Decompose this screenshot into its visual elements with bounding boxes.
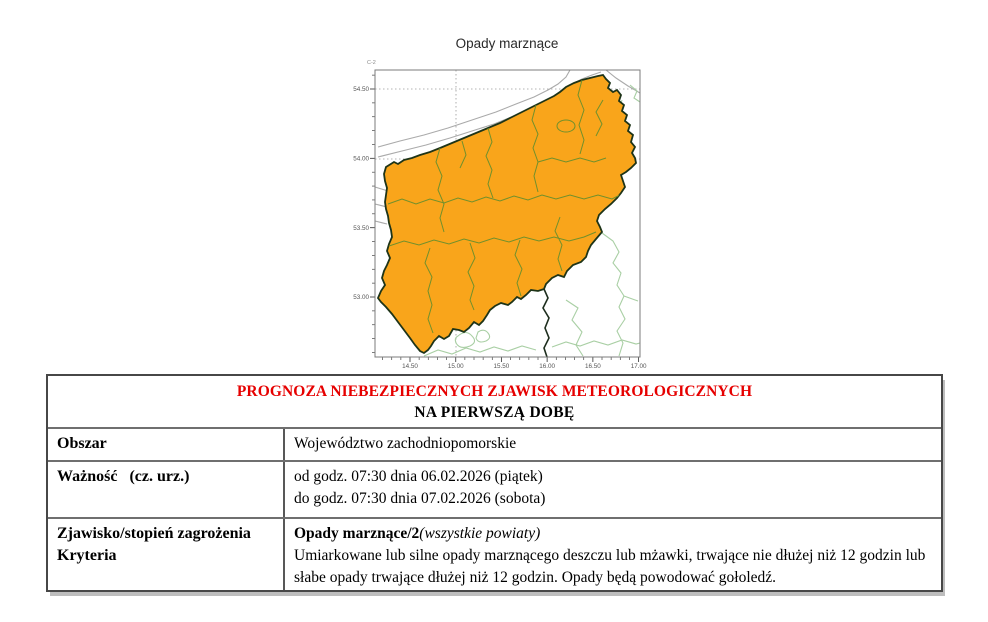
svg-text:54.50: 54.50 bbox=[353, 86, 369, 94]
table-row-obszar bbox=[48, 427, 941, 460]
phenomenon-label-line1: Zjawisko/stopień zagrożenia bbox=[57, 525, 251, 542]
svg-text:14.50: 14.50 bbox=[402, 363, 418, 370]
svg-text:16.00: 16.00 bbox=[539, 363, 556, 370]
phenomenon-label-line2: Kryteria bbox=[57, 547, 117, 564]
row-value-waznosc bbox=[285, 462, 941, 517]
table-title-sub: NA PIERWSZĄ DOBĘ bbox=[414, 404, 575, 421]
phenomenon-name: Opady marznące/2 bbox=[294, 525, 420, 542]
validity-from: od godz. 07:30 dnia 06.02.2026 (piątek) bbox=[294, 468, 543, 485]
row-label-obszar: Obszar bbox=[48, 429, 285, 460]
table-title-main: PROGNOZA NIEBEZPIECZNYCH ZJAWISK METEOROLOGICZNYCH bbox=[236, 383, 753, 400]
freezing-rain-map bbox=[340, 30, 660, 380]
map-figure bbox=[340, 30, 660, 380]
table-row-zjawisko bbox=[48, 517, 941, 590]
phenomenon-title-line bbox=[294, 523, 929, 545]
svg-text:54.00: 54.00 bbox=[353, 155, 369, 163]
row-label-waznosc: Ważność (cz. urz.) bbox=[48, 462, 285, 517]
row-value-obszar: Województwo zachodniopomorskie bbox=[294, 435, 517, 452]
svg-text:17.00: 17.00 bbox=[630, 363, 647, 370]
svg-text:53.50: 53.50 bbox=[353, 224, 369, 232]
map-title: Opady marznące bbox=[455, 36, 559, 51]
svg-text:15.00: 15.00 bbox=[447, 363, 464, 370]
row-label-zjawisko bbox=[48, 519, 285, 590]
validity-to: do godz. 07:30 dnia 07.02.2026 (sobota) bbox=[294, 490, 546, 507]
svg-text:16.50: 16.50 bbox=[584, 363, 601, 370]
svg-text:53.00: 53.00 bbox=[353, 294, 369, 302]
forecast-table bbox=[46, 374, 943, 592]
phenomenon-scope: (wszystkie powiaty) bbox=[419, 525, 541, 542]
row-value-zjawisko bbox=[285, 519, 941, 590]
table-row-waznosc bbox=[48, 460, 941, 517]
svg-text:15.50: 15.50 bbox=[493, 363, 510, 370]
table-header bbox=[48, 376, 941, 427]
phenomenon-criteria: Umiarkowane lub silne opady marznącego deszczu lub mżawki, trwające nie dłużej niż 12 godzin lub słabe opady trwające dłużej niż 12 godzin. Opady będą powodować gołoledź. bbox=[294, 547, 926, 586]
map-corner-label: C-2 bbox=[367, 60, 376, 66]
